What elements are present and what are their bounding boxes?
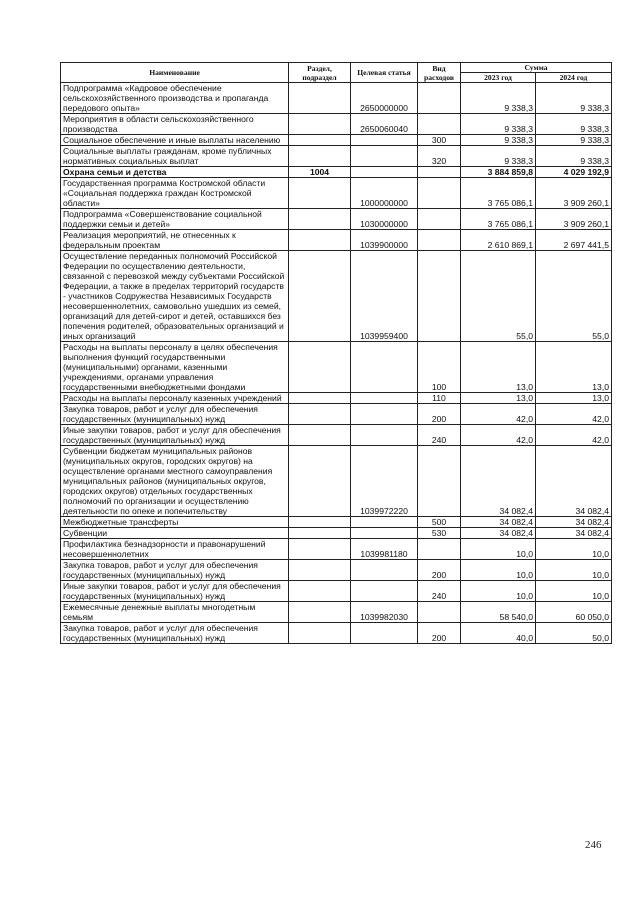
- table-row: [61, 114, 612, 135]
- cell-section: [289, 425, 351, 446]
- table-row: [61, 425, 612, 446]
- cell-section: [289, 209, 351, 230]
- cell-type: 200: [418, 404, 461, 425]
- cell-name: Подпрограмма «Совершенствование социальной поддержки семьи и детей»: [61, 209, 289, 230]
- cell-y2023: 10,0: [461, 560, 536, 581]
- cell-section: [289, 560, 351, 581]
- cell-y2023: 13,0: [461, 342, 536, 393]
- cell-y2024: 2 697 441,5: [536, 230, 612, 251]
- cell-y2023: 34 082,4: [461, 517, 536, 528]
- cell-target: 1039900000: [351, 230, 418, 251]
- cell-type: [418, 114, 461, 135]
- cell-y2024: 9 338,3: [536, 114, 612, 135]
- table-row: [61, 581, 612, 602]
- cell-y2024: 4 029 192,9: [536, 167, 612, 178]
- table-row: [61, 602, 612, 623]
- page-number: 246: [585, 839, 602, 851]
- table-header: [61, 63, 612, 83]
- cell-name: Социальные выплаты гражданам, кроме публичных нормативных социальных выплат: [61, 146, 289, 167]
- cell-type: [418, 167, 461, 178]
- cell-target: 1000000000: [351, 178, 418, 209]
- cell-y2024: 13,0: [536, 342, 612, 393]
- cell-y2023: 40,0: [461, 623, 536, 644]
- header-year-2023: 2023 год: [461, 73, 536, 83]
- cell-target: [351, 404, 418, 425]
- cell-name: Реализация мероприятий, не отнесенных к федеральным проектам: [61, 230, 289, 251]
- cell-section: [289, 602, 351, 623]
- cell-target: [351, 581, 418, 602]
- cell-y2024: 3 909 260,1: [536, 178, 612, 209]
- cell-y2023: 9 338,3: [461, 83, 536, 114]
- cell-target: [351, 560, 418, 581]
- cell-name: Расходы на выплаты персоналу казенных учреждений: [61, 393, 289, 404]
- cell-y2023: 2 610 869,1: [461, 230, 536, 251]
- cell-y2023: 9 338,3: [461, 114, 536, 135]
- cell-y2024: 34 082,4: [536, 528, 612, 539]
- cell-type: 200: [418, 623, 461, 644]
- table-row: [61, 167, 612, 178]
- cell-name: Субвенции бюджетам муниципальных районов (муниципальных округов, городских округов) на осуществление органами местного самоуправления муниципальных районов (муниципальных округов, городских округов) отдельных государственных полномочий по организации и осуществлению деятельности по опеке и попечительству: [61, 446, 289, 517]
- cell-target: [351, 623, 418, 644]
- cell-section: [289, 251, 351, 342]
- cell-y2023: 3 765 086,1: [461, 178, 536, 209]
- cell-y2024: 9 338,3: [536, 146, 612, 167]
- cell-type: [418, 83, 461, 114]
- cell-name: Мероприятия в области сельскохозяйственного производства: [61, 114, 289, 135]
- cell-y2023: 9 338,3: [461, 146, 536, 167]
- table-row: [61, 539, 612, 560]
- cell-y2023: 34 082,4: [461, 446, 536, 517]
- cell-y2024: 10,0: [536, 560, 612, 581]
- cell-y2024: 60 050,0: [536, 602, 612, 623]
- table-row: [61, 146, 612, 167]
- table-row: [61, 528, 612, 539]
- cell-name: Профилактика безнадзорности и правонарушений несовершеннолетних: [61, 539, 289, 560]
- cell-section: [289, 135, 351, 146]
- cell-type: [418, 251, 461, 342]
- cell-name: Закупка товаров, работ и услуг для обеспечения государственных (муниципальных) нужд: [61, 560, 289, 581]
- cell-name: Осуществление переданных полномочий Российской Федерации по осуществлению деятельности, связанной с перевозкой между субъектами Российской Федерации, а также в пределах территорий государств - участников Содружества Независимых Государств несовершеннолетних, самовольно ушедших из семей, организаций для детей-сирот и детей, оставшихся без попечения родителей, образовательных организаций и иных организаций: [61, 251, 289, 342]
- cell-section: 1004: [289, 167, 351, 178]
- table-row: [61, 83, 612, 114]
- cell-type: [418, 539, 461, 560]
- cell-y2023: 42,0: [461, 425, 536, 446]
- cell-type: 300: [418, 135, 461, 146]
- cell-name: Субвенции: [61, 528, 289, 539]
- cell-target: 1039981180: [351, 539, 418, 560]
- cell-type: 500: [418, 517, 461, 528]
- cell-target: [351, 167, 418, 178]
- cell-y2024: 9 338,3: [536, 135, 612, 146]
- cell-section: [289, 342, 351, 393]
- table-row: [61, 342, 612, 393]
- cell-section: [289, 581, 351, 602]
- cell-y2023: 34 082,4: [461, 528, 536, 539]
- cell-y2023: 3 884 859,8: [461, 167, 536, 178]
- cell-y2024: 34 082,4: [536, 446, 612, 517]
- cell-target: 1030000000: [351, 209, 418, 230]
- table-row: [61, 446, 612, 517]
- table-row: [61, 209, 612, 230]
- cell-y2024: 3 909 260,1: [536, 209, 612, 230]
- cell-section: [289, 230, 351, 251]
- cell-name: Ежемесячные денежные выплаты многодетным семьям: [61, 602, 289, 623]
- cell-target: 2650000000: [351, 83, 418, 114]
- cell-name: Подпрограмма «Кадровое обеспечение сельскохозяйственного производства и пропаганда передового опыта»: [61, 83, 289, 114]
- cell-target: 1039982030: [351, 602, 418, 623]
- cell-y2024: 13,0: [536, 393, 612, 404]
- cell-section: [289, 146, 351, 167]
- cell-target: [351, 528, 418, 539]
- table-row: [61, 135, 612, 146]
- budget-table: [60, 62, 612, 644]
- table-row: [61, 251, 612, 342]
- cell-y2024: 50,0: [536, 623, 612, 644]
- cell-type: [418, 230, 461, 251]
- cell-type: 100: [418, 342, 461, 393]
- cell-name: Иные закупки товаров, работ и услуг для обеспечения государственных (муниципальных) нужд: [61, 581, 289, 602]
- cell-section: [289, 83, 351, 114]
- cell-section: [289, 114, 351, 135]
- cell-type: 240: [418, 581, 461, 602]
- cell-target: [351, 342, 418, 393]
- cell-section: [289, 528, 351, 539]
- cell-type: [418, 178, 461, 209]
- cell-type: 530: [418, 528, 461, 539]
- cell-section: [289, 446, 351, 517]
- cell-type: 240: [418, 425, 461, 446]
- cell-target: 1039972220: [351, 446, 418, 517]
- table-row: [61, 517, 612, 528]
- cell-y2023: 42,0: [461, 404, 536, 425]
- cell-name: Иные закупки товаров, работ и услуг для обеспечения государственных (муниципальных) нужд: [61, 425, 289, 446]
- table-row: [61, 560, 612, 581]
- cell-target: 1039959400: [351, 251, 418, 342]
- header-sum: Сумма: [461, 63, 612, 73]
- cell-y2023: 3 765 086,1: [461, 209, 536, 230]
- cell-section: [289, 623, 351, 644]
- cell-section: [289, 178, 351, 209]
- cell-target: 2650060040: [351, 114, 418, 135]
- table-row: [61, 623, 612, 644]
- cell-type: [418, 602, 461, 623]
- cell-type: [418, 209, 461, 230]
- cell-section: [289, 517, 351, 528]
- cell-target: [351, 517, 418, 528]
- cell-target: [351, 146, 418, 167]
- cell-type: [418, 446, 461, 517]
- cell-name: Закупка товаров, работ и услуг для обеспечения государственных (муниципальных) нужд: [61, 623, 289, 644]
- cell-y2023: 55,0: [461, 251, 536, 342]
- cell-section: [289, 404, 351, 425]
- table-row: [61, 230, 612, 251]
- cell-target: [351, 425, 418, 446]
- cell-type: 320: [418, 146, 461, 167]
- table-row: [61, 404, 612, 425]
- header-year-2024: 2024 год: [536, 73, 612, 83]
- cell-y2024: 9 338,3: [536, 83, 612, 114]
- cell-name: Социальное обеспечение и иные выплаты населению: [61, 135, 289, 146]
- cell-y2024: 42,0: [536, 404, 612, 425]
- cell-name: Охрана семьи и детства: [61, 167, 289, 178]
- cell-name: Расходы на выплаты персоналу в целях обеспечения выполнения функций государственными (муниципальными) органами, казенными учреждениями, органами управления государственными внебюджетными фондами: [61, 342, 289, 393]
- cell-target: [351, 393, 418, 404]
- cell-y2024: 10,0: [536, 581, 612, 602]
- cell-name: Закупка товаров, работ и услуг для обеспечения государственных (муниципальных) нужд: [61, 404, 289, 425]
- header-name: Наименование: [61, 63, 289, 83]
- header-type: Вид расходов: [418, 63, 461, 83]
- table-row: [61, 393, 612, 404]
- cell-y2023: 10,0: [461, 539, 536, 560]
- header-section: Раздел, подраздел: [289, 63, 351, 83]
- header-target: Целевая статья: [351, 63, 418, 83]
- cell-name: Межбюджетные трансферты: [61, 517, 289, 528]
- table-body: [61, 83, 612, 644]
- cell-section: [289, 393, 351, 404]
- cell-y2023: 9 338,3: [461, 135, 536, 146]
- cell-y2024: 34 082,4: [536, 517, 612, 528]
- table-row: [61, 178, 612, 209]
- cell-target: [351, 135, 418, 146]
- cell-name: Государственная программа Костромской области «Социальная поддержка граждан Костромской области»: [61, 178, 289, 209]
- cell-section: [289, 539, 351, 560]
- cell-y2023: 13,0: [461, 393, 536, 404]
- cell-y2023: 10,0: [461, 581, 536, 602]
- cell-y2024: 10,0: [536, 539, 612, 560]
- cell-type: 200: [418, 560, 461, 581]
- cell-y2024: 42,0: [536, 425, 612, 446]
- cell-y2024: 55,0: [536, 251, 612, 342]
- cell-y2023: 58 540,0: [461, 602, 536, 623]
- cell-type: 110: [418, 393, 461, 404]
